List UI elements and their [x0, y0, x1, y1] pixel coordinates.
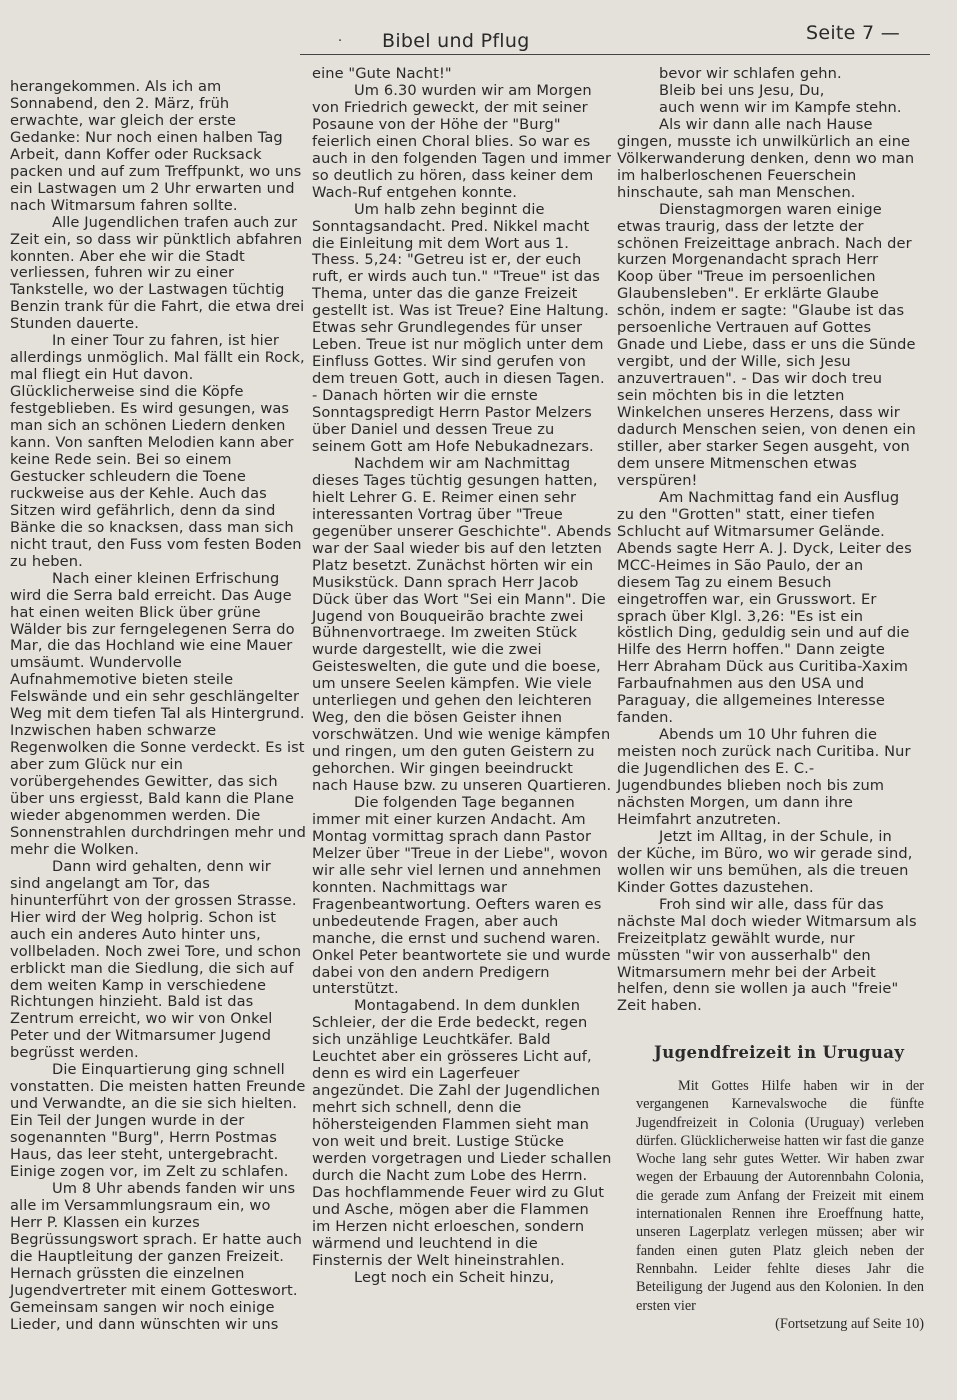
paragraph: Am Nachmittag fand ein Ausflug zu den "Grotten" statt, einer tiefen Schlucht auf Witmarsumer Gelände. Abends sagte Herr A. J. Dyck, Leiter des MCC-Heimes in São Paulo, der an diesem Tag zu einem Besuch eingetroffen war, ein Grusswort. Er sprach über Klgl. 3,26: "Es ist ein köstlich Ding, geduldig sein und auf die Hilfe des Herrn hoffen." Dann zeigte Herr Abraham Dück aus Curitiba-Xaxim Farbaufnahmen aus den USA und Paraguay, die allgemeines Interesse fanden. — [617, 488, 912, 727]
column-middle — [312, 66, 612, 1287]
verse-line: Bleib bei uns Jesu, Du, — [659, 81, 825, 99]
article-body — [636, 1077, 924, 1333]
page-number: Seite 7 — — [806, 22, 901, 44]
continuation-note: (Fortsetzung auf Seite 10) — [775, 1315, 924, 1332]
paragraph: Abends um 10 Uhr fuhren die meisten noch zurück nach Curitiba. Nur die Jugendlichen des E. C.-Jugendbundes blieben noch bis zum nächsten Morgen, um dann ihre Heimfahrt anzutreten. — [617, 726, 911, 828]
paragraph: Als wir dann alle nach Hause gingen, musste ich unwilkürlich an eine Völkerwanderung denken, denn wo man im halberloschenen Feuerschein hinschaute, sah man Menschen. — [617, 115, 915, 201]
paragraph: Montagabend. In dem dunklen Schleier, der die Erde bedeckt, regen sich unzählige Leuchtkäfer. Bald Leuchtet aber ein grösseres Licht auf, denn es wird ein Lagerfeuer angezündet. Die Zahl der Jugendlichen mehrt sich schnell, denn die höhersteigenden Flammen sieht man von weit und breit. Lustige Stücke werden vorgetragen und Lieder schallen durch die Nacht zum Lobe des Herrn. Das hochflammende Feuer wird zu Glut und Asche, mögen aber die Flammen im Herzen nicht erloeschen, sondern wärmend und leuchtend in die Finsternis der Welt hineinstrahlen. — [312, 997, 612, 1269]
paragraph: Nach einer kleinen Erfrischung wird die Serra bald erreicht. Das Auge hat einen weiten Blick über grüne Wälder bis zur ferngelegenen Serra do Mar, die das Hochland wie eine Mauer umsäumt. Wundervolle Aufnahmemotive bieten steile Felswände und ein sehr geschlängelter Weg mit dem tiefen Tal als Hintergrund. Inzwischen haben schwarze Regenwolken die Sonne verdeckt. Es ist aber zum Glück nur ein vorübergehendes Gewitter, das sich über uns ergiesst, Bald kann die Plane wieder abgenommen werden. Die Sonnenstrahlen durchdringen mehr und mehr die Wolken. — [10, 569, 306, 858]
paragraph: In einer Tour zu fahren, ist hier allerdings unmöglich. Mal fällt ein Rock, mal fliegt ein Hut davon. Glücklicherweise sind die Köpfe festgeblieben. Es wird gesungen, was man sich an schönen Liedern denken kann. Von sanften Melodien kann aber keine Rede sein. Bei so einem Gestucker schleudern die Toene ruckweise aus der Kehle. Auch das Sitzen wird gefährlich, denn da sind Bänke die so knacksen, dass man sich nicht traut, den Fuss vom festen Boden zu heben. — [10, 332, 305, 570]
paragraph: Um 6.30 wurden wir am Morgen von Friedrich geweckt, der mit seiner Posaune von der Höhe der "Burg" feierlich einen Choral blies. So war es auch in den folgenden Tagen und immer so deutlich zu hören, dass keiner dem Wach-Ruf entgehen konnte. — [312, 81, 612, 201]
paragraph: Die folgenden Tage begannen immer mit einer kurzen Andacht. Am Montag vormittag sprach dann Pastor Melzer über "Treue in der Liebe", wovon wir alle sehr viel lernen und annehmen konnten. Nachmittags war Fragenbeantwortung. Oefters waren es unbedeutende Fragen, aber auch manche, die ernst und suchend waren. Onkel Peter beantwortete sie und wurde dabei von den andern Predigern unterstützt. — [312, 793, 611, 998]
paragraph: Dienstagmorgen waren einige etwas traurig, dass der letzte der schönen Freizeittage anbrach. Nach der kurzen Morgenandacht sprach Herr Koop über "Treue im persoenlichen Glaubensleben". Er erklärte Glaube schön, indem er sagte: "Glaube ist das persoenliche Vertrauen auf Gottes Gnade und Liebe, dass er uns die Sünde vergibt, und der Wille, sich Jesu anzuvertrauen". - Das wir doch treu sein möchten bis in die letzten Winkelchen unseres Herzens, dass wir dadurch Menschen seien, von denen ein stiller, aber starker Segen ausgeht, von dem unsere Mitmenschen etwas verspüren! — [617, 200, 916, 489]
paragraph: Alle Jugendlichen trafen auch zur Zeit ein, so dass wir pünktlich abfahren konnten. Aber ehe wir die Stadt verliessen, fuhren wir zu einer Tankstelle, wo der Lastwagen tüchtig Benzin trank für die Fahrt, die etwa drei Stunden dauerte. — [10, 213, 305, 333]
paragraph: Froh sind wir alle, dass für das nächste Mal doch wieder Witmarsum als Freizeitplatz gewählt wurde, nur müssten "wir von ausserhalb" den Witmarsumern mehr bei der Arbeit helfen, denn sie wollen ja auch "freie" Zeit haben. — [617, 895, 917, 1015]
paragraph: Die Einquartierung ging schnell vonstatten. Die meisten hatten Freunde und Verwandte, an die sie sich hielten. Ein Teil der Jungen wurde in der sogenannten "Burg", Herrn Postmas Haus, das leer steht, untergebracht. Einige zogen vor, im Zelt zu schlafen. — [10, 1061, 306, 1180]
article-paragraph: Mit Gottes Hilfe haben wir in der vergangenen Karnevalswoche die fünfte Jugendfreizeit in Colonia (Uruguay) verleben dürfen. Glücklicherweise hatten wir fast die ganze Woche lang sehr gutes Wetter. Wir haben zwar wegen der Erbauung der Autorennbahn Colonia, die gerade zum Anfang der Freizeit mit einem internationalen Rennen ihre Eroeffnung hatte, unseren Lagerplatz verlegen müssen; aber wir fanden einen guten Platz gleich neben der Rennbahn. Leider fehlte dieses Jahr die Beteiligung der Jugend aus den Kolonien. In den ersten vier — [636, 1078, 924, 1314]
article-title: Jugendfreizeit in Uruguay — [654, 1043, 905, 1062]
paragraph: Um halb zehn beginnt die Sonntagsandacht. Pred. Nikkel macht die Einleitung mit dem Wort aus 1. Thess. 5,24: "Getreu ist er, der euch ruft, er wirds auch tun." "Treue" ist das Thema, unter das die ganze Freizeit gestellt ist. Was ist Treue? Eine Haltung. Etwas sehr Grundlegendes für unser Leben. Treue ist nur möglich unter dem Einfluss Gottes. Wir sind gerufen von dem treuen Gott, auch in diesen Tagen. - Danach hörten wir die ernste Sonntagspredigt Herrn Pastor Melzers über Daniel und dessen Treue zu seinem Gott am Hofe Nebukadnezars. — [312, 200, 609, 455]
paragraph: Jetzt im Alltag, in der Schule, in der Küche, im Büro, wo wir gerade sind, wollen wir uns bemühen, als die treuen Kinder Gottes dazustehen. — [617, 827, 913, 896]
verse-line: Legt noch ein Scheit hinzu, — [354, 1268, 555, 1286]
header-rule — [300, 54, 930, 55]
verse-line: auch wenn wir im Kampfe stehn. — [659, 98, 902, 116]
running-title: Bibel und Pflug — [382, 30, 530, 52]
paragraph: Um 8 Uhr abends fanden wir uns alle im Versammlungsraum ein, wo Herr P. Klassen ein kurzes Begrüssungswort sprach. Er hatte auch die Hauptleitung der ganzen Freizeit. Hernach grüssten die einzelnen Jugendvertreter mit einem Gotteswort. Gemeinsam sangen wir noch einige Lieder, und dann wünschten wir uns — [10, 1179, 302, 1333]
header-dot: · — [338, 34, 343, 49]
paragraph: Nachdem wir am Nachmittag dieses Tages tüchtig gesungen hatten, hielt Lehrer G. E. Reimer einen sehr interessanten Vortrag über "Treue gegenüber unserer Geschichte". Abends war der Saal wieder bis auf den letzten Platz besetzt. Zunächst hörten wir ein Musikstück. Dann sprach Herr Jacob Dück über das Wort "Sei ein Mann". Die Jugend von Bouqueirão brachte zwei Bühnenvortraege. Im zweiten Stück wurde dargestellt, wie die zwei Geisteswelten, die gute und die boese, um unsere Seelen kämpfen. Wie viele unterliegen und gehen den leichteren Weg, den die bösen Geister ihnen vorschwätzen. Und wie wenige kämpfen und ringen, um den guten Geistern zu gehorchen. Wir gingen beeindruckt nach Hause bzw. zu unseren Quartieren. — [312, 454, 612, 795]
column-left — [10, 79, 306, 1334]
paragraph: eine "Gute Nacht!" — [312, 65, 452, 82]
column-right — [617, 66, 917, 1015]
page-header — [0, 0, 957, 62]
paragraph: Dann wird gehalten, denn wir sind angelangt am Tor, das hinunterführt von der grossen Strasse. Hier wird der Weg holprig. Schon ist auch ein anderes Auto hinter uns, vollbeladen. Noch zwei Tore, und schon erblickt man die Siedlung, die sich auf dem weiten Kamp in verschiedene Richtungen hinzieht. Bald ist das Zentrum erreicht, wo wir von Onkel Peter und der Witmarsumer Jugend begrüsst werden. — [10, 857, 302, 1062]
paragraph: herangekommen. Als ich am Sonnabend, den 2. März, früh erwachte, war gleich der erste Gedanke: Nur noch einen halben Tag Arbeit, dann Koffer oder Rucksack packen und auf zum Treffpunkt, wo uns ein Lastwagen um 2 Uhr erwarten und nach Witmarsum fahren sollte. — [10, 78, 302, 214]
verse-line: bevor wir schlafen gehn. — [659, 65, 842, 82]
